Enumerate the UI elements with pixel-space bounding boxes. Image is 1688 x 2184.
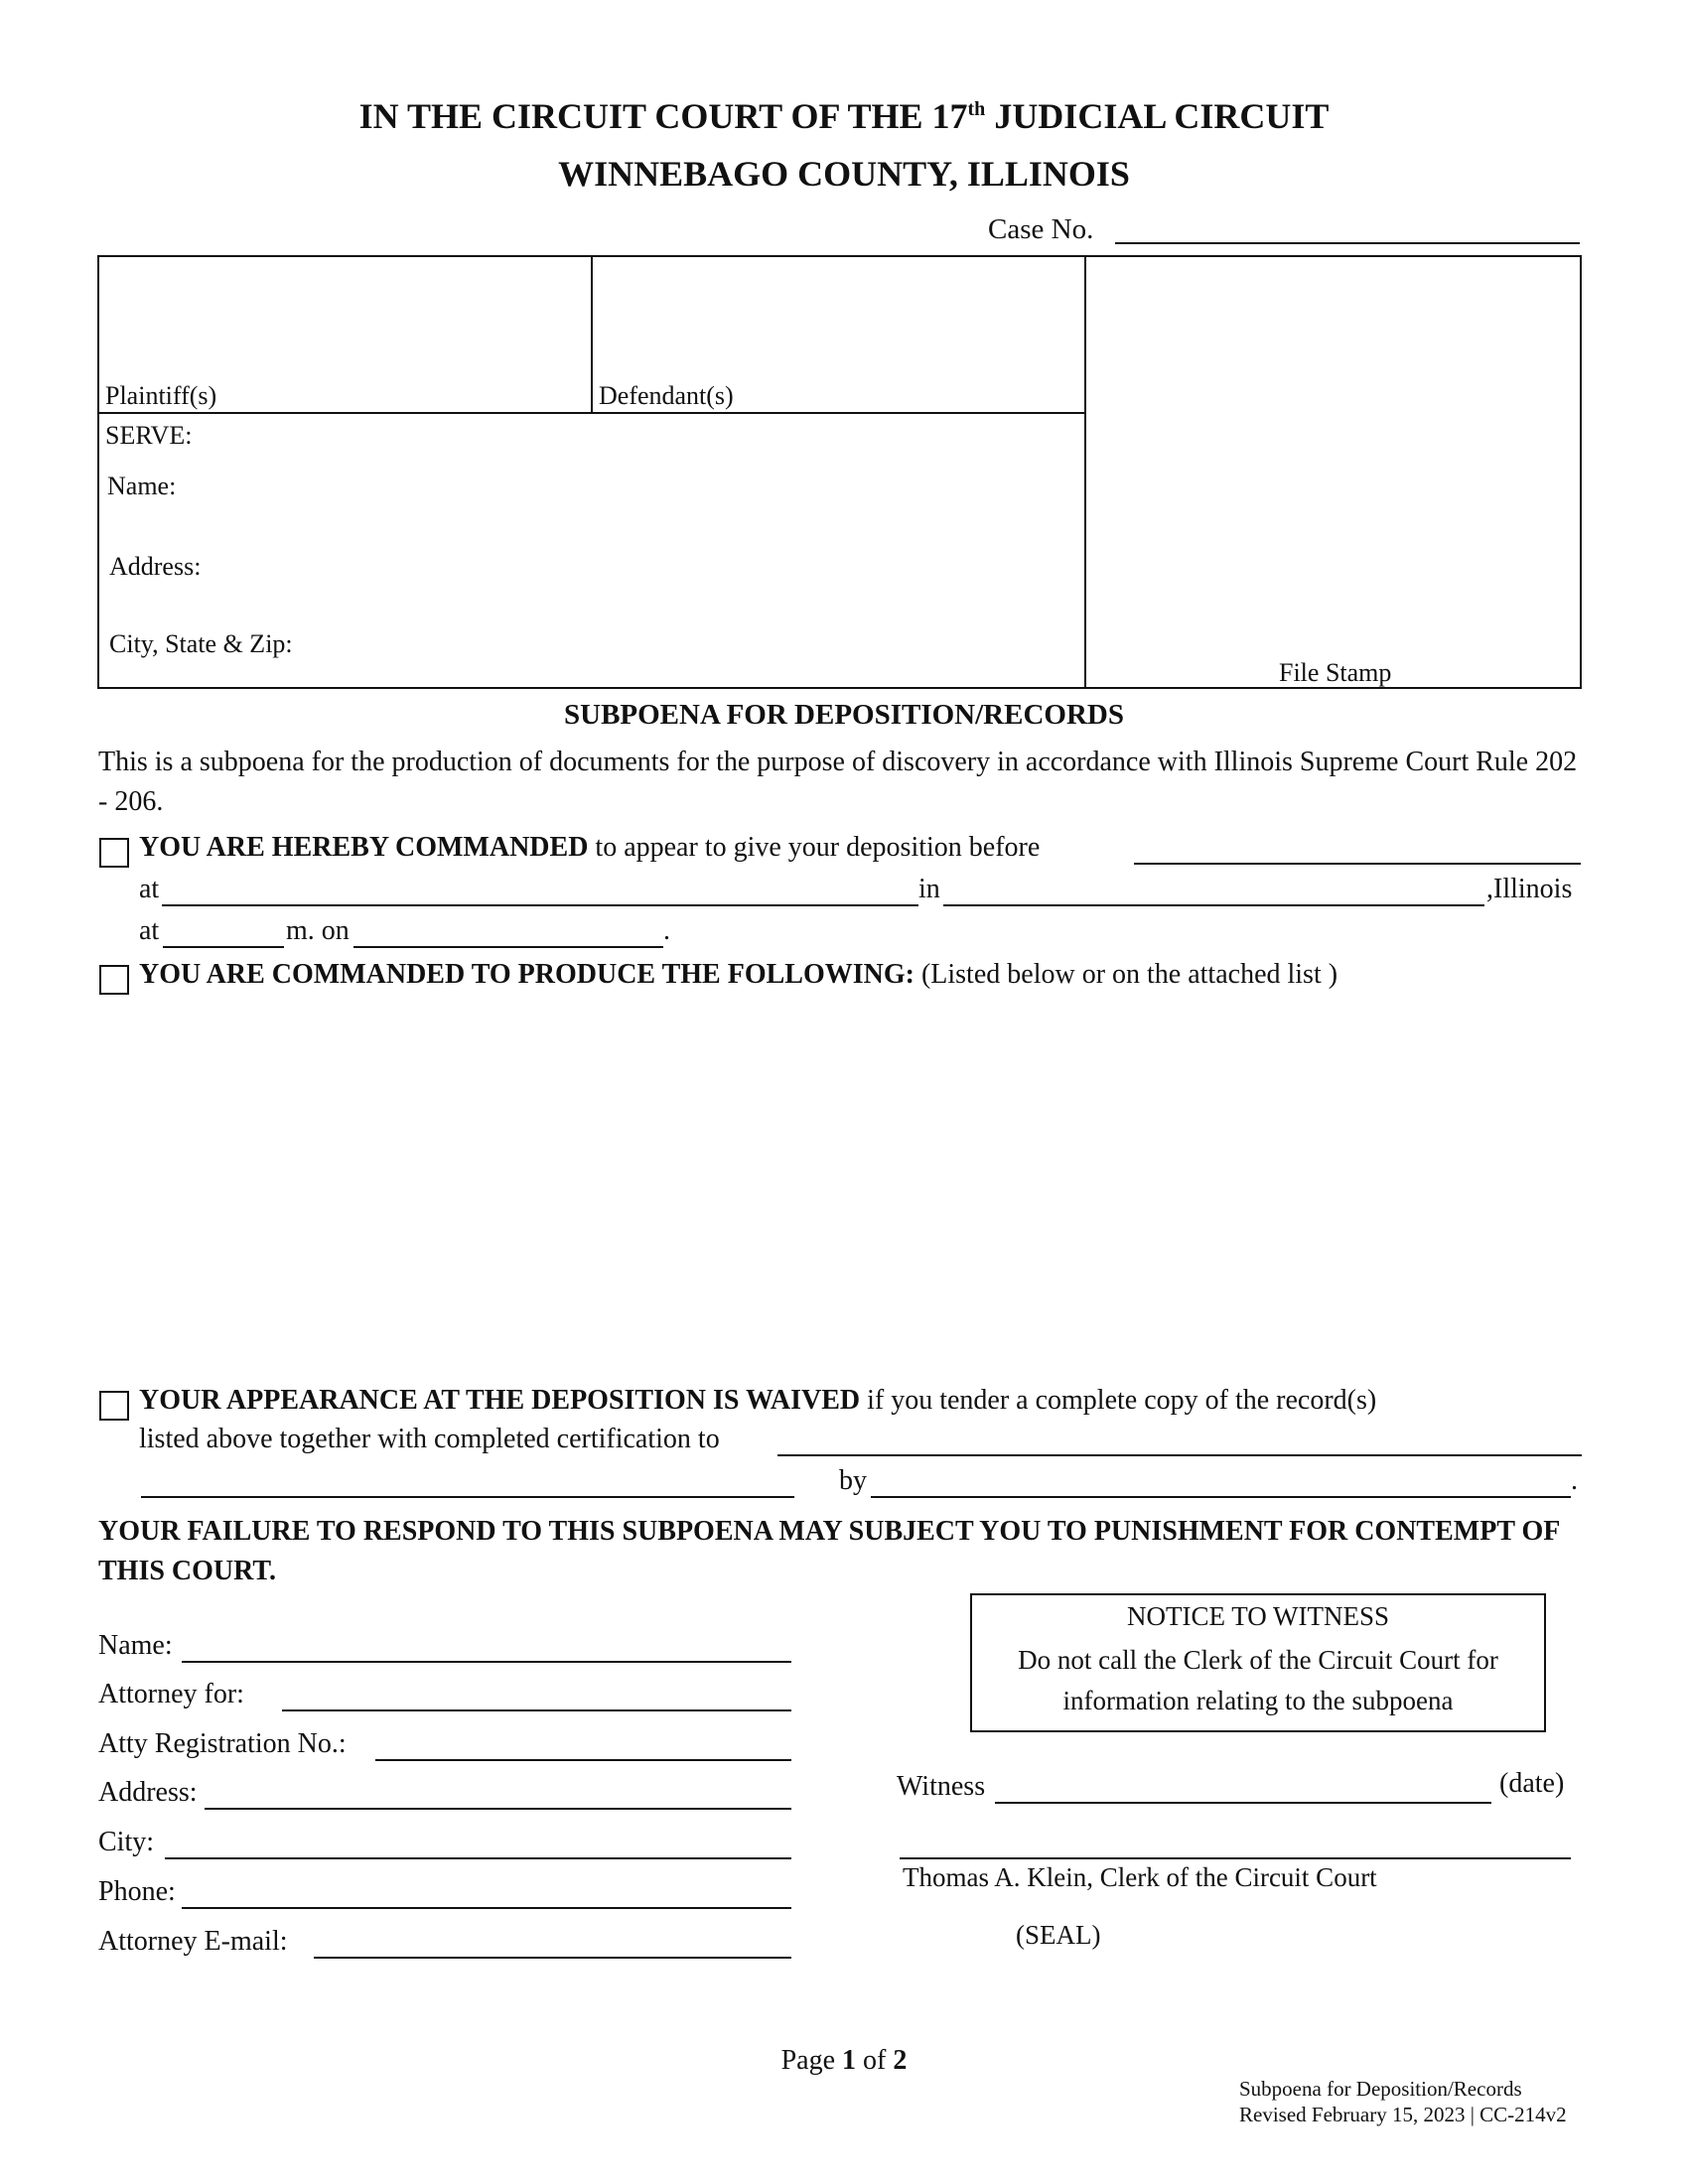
at-time-label: at [139, 915, 160, 946]
seal-label: (SEAL) [1016, 1920, 1101, 1950]
illinois-label: ,Illinois [1486, 874, 1573, 904]
attorney-for-field[interactable] [282, 1709, 791, 1711]
registration-field[interactable] [375, 1759, 791, 1761]
produce-checkbox[interactable] [99, 965, 129, 995]
serve-address-label: Address: [109, 552, 202, 581]
deposition-city-field[interactable] [943, 904, 1484, 906]
serve-label: SERVE: [105, 421, 193, 450]
party-divider [97, 412, 1086, 414]
clerk-signature-line[interactable] [900, 1857, 1571, 1859]
period-label: . [663, 915, 670, 946]
atty-phone-label: Phone: [98, 1876, 176, 1907]
atty-city-label: City: [98, 1827, 155, 1857]
serve-city-label: City, State & Zip: [109, 629, 293, 658]
certification-to-field-2[interactable] [141, 1496, 794, 1498]
atty-name-label: Name: [98, 1630, 173, 1661]
serve-name-label: Name: [107, 472, 177, 500]
case-no-label: Case No. [988, 213, 1094, 245]
date-label: (date) [1499, 1768, 1565, 1799]
deposition-before-field[interactable] [1134, 863, 1581, 865]
notice-title: NOTICE TO WITNESS [1126, 1601, 1389, 1631]
page-number: Page 1 of 2 [780, 2045, 908, 2076]
plaintiff-label: Plaintiff(s) [105, 381, 217, 410]
waived-checkbox[interactable] [99, 1391, 129, 1421]
at-label: at [139, 874, 160, 904]
case-no-field[interactable] [1115, 242, 1580, 244]
atty-name-field[interactable] [182, 1661, 791, 1663]
county-title: WINNEBAGO COUNTY, ILLINOIS [558, 154, 1130, 194]
caption-divider [591, 255, 593, 414]
atty-phone-field[interactable] [182, 1907, 791, 1909]
by-period: . [1571, 1465, 1578, 1496]
witness-label: Witness [897, 1771, 986, 1802]
form-revision: Revised February 15, 2023 | CC-214v2 [1239, 2103, 1567, 2126]
registration-label: Atty Registration No.: [98, 1728, 347, 1759]
produce-list-area[interactable] [139, 1005, 1579, 1372]
deposition-time-field[interactable] [163, 946, 284, 948]
attorney-for-label: Attorney for: [98, 1679, 244, 1709]
subpoena-title: SUBPOENA FOR DEPOSITION/RECORDS [564, 699, 1124, 731]
deposition-location-field[interactable] [162, 904, 918, 906]
file-stamp-divider [1084, 255, 1086, 689]
notice-body: Do not call the Clerk of the Circuit Court for information relating to the subpoena [1018, 1645, 1498, 1715]
caption-box [97, 255, 1582, 689]
subpoena-intro: This is a subpoena for the production of documents for the purpose of discovery in accordance with Illinois Supreme Court Rule 202 - 206. [98, 747, 1578, 817]
defendant-label: Defendant(s) [599, 381, 734, 410]
file-stamp-label: File Stamp [1279, 658, 1392, 687]
option2-text: YOU ARE COMMANDED TO PRODUCE THE FOLLOWING: (Listed below or on the attached list ) [139, 959, 1338, 990]
witness-date-field[interactable] [995, 1802, 1491, 1804]
contempt-warning: YOUR FAILURE TO RESPOND TO THIS SUBPOENA MAY SUBJECT YOU TO PUNISHMENT FOR CONTEMPT OF THIS COURT. [98, 1516, 1560, 1586]
m-on-label: m. on [286, 915, 350, 946]
form-name: Subpoena for Deposition/Records [1239, 2077, 1522, 2101]
certification-to-field[interactable] [777, 1454, 1582, 1456]
by-label: by [839, 1465, 867, 1496]
notice-to-witness-box [970, 1593, 1546, 1732]
atty-city-field[interactable] [165, 1857, 791, 1859]
atty-address-label: Address: [98, 1777, 198, 1808]
atty-address-field[interactable] [205, 1808, 791, 1810]
option1-text: YOU ARE HEREBY COMMANDED to appear to give your deposition before [139, 832, 1041, 863]
atty-email-label: Attorney E-mail: [98, 1926, 288, 1957]
certification-by-field[interactable] [871, 1496, 1571, 1498]
option3-text: YOUR APPEARANCE AT THE DEPOSITION IS WAIVED if you tender a complete copy of the record(s) [139, 1385, 1377, 1416]
atty-email-field[interactable] [314, 1957, 791, 1959]
option3-line2: listed above together with completed certification to [139, 1424, 720, 1454]
court-title: IN THE CIRCUIT COURT OF THE 17th JUDICIAL CIRCUIT [358, 96, 1330, 136]
deposition-date-field[interactable] [353, 946, 663, 948]
deposition-checkbox[interactable] [99, 838, 129, 868]
in-label: in [918, 874, 940, 904]
clerk-name: Thomas A. Klein, Clerk of the Circuit Court [903, 1862, 1377, 1892]
